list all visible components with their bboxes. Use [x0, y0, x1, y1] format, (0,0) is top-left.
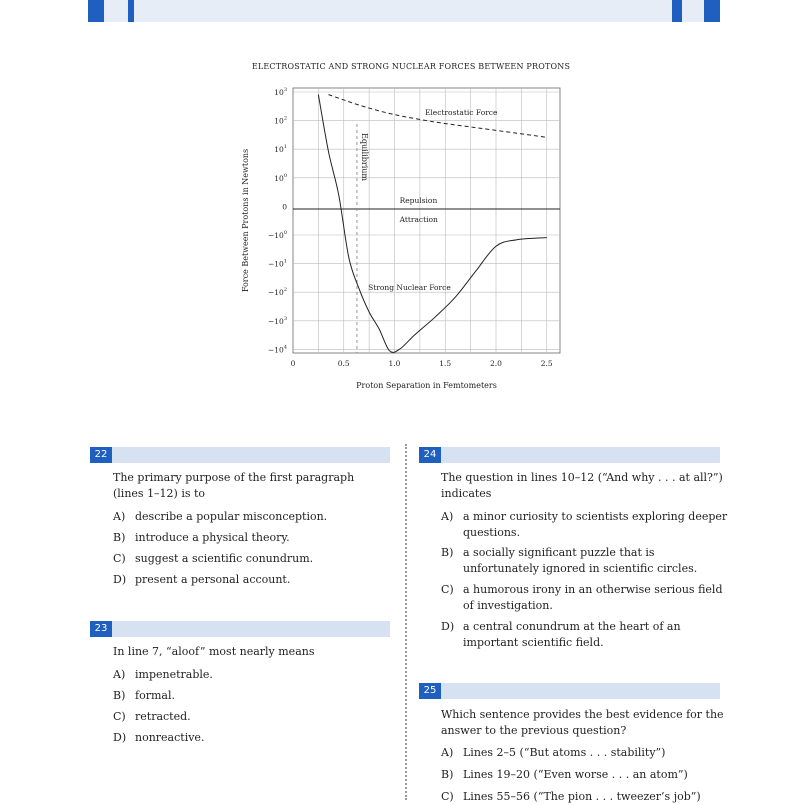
force-chart	[230, 76, 570, 406]
question-number: 23	[90, 621, 112, 637]
header-accent-bar	[88, 0, 104, 22]
header-accent-bar	[672, 0, 682, 22]
y-tick-label: $-10^0$	[267, 230, 287, 240]
x-axis-label: Proton Separation in Femtometers	[356, 381, 497, 390]
y-tick-label: $10^1$	[274, 144, 287, 155]
strong-nuclear-label: Strong Nuclear Force	[368, 283, 451, 292]
repulsion-label: Repulsion	[399, 196, 438, 205]
question-header	[419, 683, 720, 699]
y-axis-label: Force Between Protons in Newtons	[241, 148, 250, 293]
y-tick-label: $10^0$	[274, 172, 287, 183]
question-header	[419, 447, 720, 463]
x-tick-label: 2.5	[540, 359, 553, 368]
column-divider	[405, 444, 407, 800]
y-tick-label: $-10^4$	[267, 344, 287, 355]
x-tick-label: 2.0	[490, 359, 502, 368]
x-tick-label: 1.0	[388, 359, 401, 368]
question-number: 24	[419, 447, 441, 463]
electrostatic-label: Electrostatic Force	[424, 108, 498, 117]
header-band	[88, 0, 720, 22]
question-number: 25	[419, 683, 441, 699]
question-stem: In line 7, “aloof” most nearly means	[113, 645, 315, 658]
x-tick-label: 1.5	[439, 359, 452, 368]
y-tick-label: $10^2$	[274, 115, 287, 126]
equilibrium-label: Equilibrium	[359, 132, 369, 182]
y-tick-label: $-10^3$	[267, 315, 287, 326]
y-tick-label: $-10^2$	[267, 287, 287, 298]
y-tick-label: $-10^1$	[267, 258, 287, 269]
question-number: 22	[90, 447, 112, 463]
question-stem: The primary purpose of the first paragraph (lines 1–12) is to	[113, 471, 355, 500]
question-stem: The question in lines 10–12 (“And why . . . at all?”) indicates	[441, 471, 723, 500]
chart-title: ELECTROSTATIC AND STRONG NUCLEAR FORCES BETWEEN PROTONS	[251, 62, 571, 71]
y-tick-label: $10^3$	[274, 87, 287, 97]
attraction-label: Attraction	[399, 215, 438, 224]
header-accent-bar	[704, 0, 720, 22]
question-header	[90, 447, 390, 463]
x-tick-label: 0	[290, 359, 296, 368]
y-tick-label: 0	[282, 202, 287, 212]
header-accent-bar	[128, 0, 134, 22]
x-tick-label: 0.5	[337, 359, 350, 368]
question-stem: Which sentence provides the best evidence for the answer to the previous question?	[441, 708, 724, 737]
question-header	[90, 621, 390, 637]
